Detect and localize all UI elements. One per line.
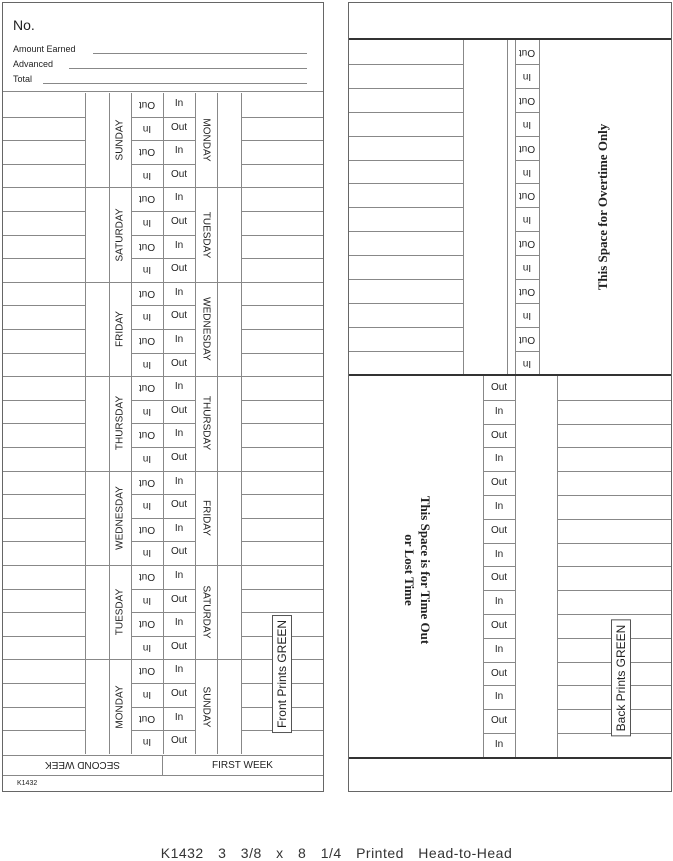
punch-label: In bbox=[174, 286, 184, 298]
punch-label-flipped: In bbox=[142, 311, 152, 323]
punch-cell-line bbox=[515, 183, 539, 184]
overtime-punch-label: In bbox=[522, 166, 532, 178]
punch-cell-line bbox=[483, 614, 515, 615]
grid-column-line bbox=[515, 376, 516, 757]
overtime-punch-label: In bbox=[522, 309, 532, 321]
week-divider-bottom bbox=[3, 775, 323, 776]
day-label-right: WEDNESDAY bbox=[200, 297, 212, 361]
punch-cell-line bbox=[483, 709, 515, 710]
overtime-entry-line[interactable] bbox=[349, 255, 463, 256]
day-separator-line bbox=[3, 187, 323, 188]
overtime-punch-label: Out bbox=[518, 190, 536, 202]
punch-label-flipped: Out bbox=[138, 99, 156, 110]
right-entry-line[interactable] bbox=[241, 541, 323, 542]
day-separator-line bbox=[3, 376, 323, 377]
overtime-entry-line[interactable] bbox=[349, 64, 463, 65]
day-label-right: MONDAY bbox=[200, 118, 212, 162]
lost-time-punch-label: In bbox=[494, 739, 504, 750]
punch-label: In bbox=[174, 522, 184, 534]
lost-time-entry-line[interactable] bbox=[557, 519, 671, 520]
overtime-punch-label: In bbox=[522, 357, 532, 369]
left-entry-line[interactable] bbox=[3, 541, 85, 542]
second-week-label: SECOND WEEK bbox=[45, 759, 121, 770]
punch-label: In bbox=[174, 475, 184, 487]
lost-time-title-line1: This Space is for Time Out bbox=[418, 495, 433, 645]
punch-label-flipped: Out bbox=[138, 618, 156, 630]
punch-label-flipped: Out bbox=[138, 287, 156, 299]
punch-label: Out bbox=[170, 688, 188, 699]
day-label-right: FRIDAY bbox=[200, 499, 212, 536]
lost-time-entry-line[interactable] bbox=[557, 447, 671, 448]
punch-cell-line bbox=[131, 400, 195, 401]
right-entry-line[interactable] bbox=[241, 447, 323, 448]
punch-label: Out bbox=[170, 404, 188, 416]
punch-cell-line bbox=[483, 400, 515, 401]
punch-cell-line bbox=[131, 117, 195, 118]
punch-label: In bbox=[174, 570, 184, 581]
left-entry-line[interactable] bbox=[3, 683, 85, 684]
punch-cell-line bbox=[131, 683, 195, 684]
overtime-entry-line[interactable] bbox=[349, 303, 463, 304]
punch-label: In bbox=[174, 711, 184, 723]
overtime-punch-label: In bbox=[522, 70, 532, 82]
punch-cell-line bbox=[515, 136, 539, 137]
overtime-entry-line[interactable] bbox=[349, 112, 463, 113]
overtime-entry-line[interactable] bbox=[349, 351, 463, 352]
punch-cell-line bbox=[515, 279, 539, 280]
punch-label-flipped: Out bbox=[138, 712, 156, 724]
total-line[interactable] bbox=[43, 83, 307, 84]
day-label-right: SUNDAY bbox=[200, 686, 212, 728]
footer-code: K1432 bbox=[160, 845, 204, 861]
lost-time-punch-label: Out bbox=[490, 572, 508, 584]
overtime-punch-label: In bbox=[522, 262, 532, 274]
left-entry-line[interactable] bbox=[3, 235, 85, 236]
left-entry-line[interactable] bbox=[3, 329, 85, 330]
grid-column-line bbox=[217, 93, 218, 754]
punch-label-flipped: In bbox=[142, 264, 152, 276]
punch-label: Out bbox=[170, 121, 188, 133]
page-footer bbox=[0, 845, 673, 861]
punch-cell-line bbox=[483, 685, 515, 686]
punch-label-flipped: Out bbox=[138, 382, 156, 394]
lost-time-entry-line[interactable] bbox=[557, 471, 671, 472]
punch-cell-line bbox=[131, 707, 195, 708]
punch-label: Out bbox=[170, 735, 188, 747]
lost-time-entry-line[interactable] bbox=[557, 543, 671, 544]
footer-print-mode: Printed Head-to-Head bbox=[356, 845, 513, 861]
advanced-label: Advanced bbox=[13, 59, 54, 69]
punch-label-flipped: In bbox=[142, 594, 152, 606]
lost-time-entry-line[interactable] bbox=[557, 424, 671, 425]
punch-cell-line bbox=[483, 733, 515, 734]
grid-column-line bbox=[507, 40, 508, 375]
punch-label: Out bbox=[170, 263, 188, 275]
lost-time-punch-label: Out bbox=[490, 667, 508, 679]
grid-column-line bbox=[109, 93, 110, 754]
punch-cell-line bbox=[515, 303, 539, 304]
day-separator-line bbox=[3, 282, 323, 283]
number-label: No. bbox=[13, 17, 35, 33]
footer-size: 3 3/8 x 8 1/4 bbox=[218, 845, 342, 861]
punch-label: Out bbox=[170, 546, 188, 558]
punch-label-flipped: In bbox=[142, 547, 152, 559]
punch-cell-line bbox=[131, 636, 195, 637]
amount-earned-line[interactable] bbox=[93, 53, 307, 54]
overtime-entry-line[interactable] bbox=[349, 231, 463, 232]
back-top-divider bbox=[349, 38, 671, 40]
left-entry-line[interactable] bbox=[3, 447, 85, 448]
left-entry-line[interactable] bbox=[3, 612, 85, 613]
punch-cell-line bbox=[483, 566, 515, 567]
punch-cell-line bbox=[515, 207, 539, 208]
lost-time-title-line2: or Lost Time bbox=[402, 534, 417, 606]
right-entry-line[interactable] bbox=[241, 353, 323, 354]
punch-cell-line bbox=[131, 447, 195, 448]
punch-label-flipped: In bbox=[142, 500, 152, 512]
right-entry-line[interactable] bbox=[241, 518, 323, 519]
punch-label: In bbox=[174, 98, 184, 109]
punch-label: Out bbox=[170, 310, 188, 322]
back-card bbox=[348, 2, 672, 792]
overtime-punch-label: Out bbox=[518, 238, 536, 250]
punch-cell-line bbox=[131, 211, 195, 212]
punch-cell-line bbox=[483, 543, 515, 544]
right-entry-line[interactable] bbox=[241, 235, 323, 236]
day-label-left: THURSDAY bbox=[114, 396, 126, 451]
left-entry-line[interactable] bbox=[3, 589, 85, 590]
punch-label-flipped: Out bbox=[138, 335, 156, 346]
lost-time-punch-label: In bbox=[494, 453, 504, 465]
punch-cell-line bbox=[515, 255, 539, 256]
punch-label: In bbox=[174, 192, 184, 204]
overtime-punch-label: Out bbox=[518, 142, 536, 154]
punch-label: In bbox=[174, 145, 184, 157]
punch-label: In bbox=[174, 334, 184, 345]
overtime-punch-label: Out bbox=[518, 333, 536, 345]
right-entry-line[interactable] bbox=[241, 164, 323, 165]
back-prints-note: Back Prints GREEN bbox=[611, 620, 631, 737]
punch-label: Out bbox=[170, 357, 188, 369]
punch-cell-line bbox=[131, 730, 195, 731]
week-divider-top bbox=[3, 755, 323, 756]
punch-label-flipped: In bbox=[142, 122, 152, 134]
day-label-left: SUNDAY bbox=[114, 119, 126, 161]
right-entry-line[interactable] bbox=[241, 117, 323, 118]
punch-cell-line bbox=[515, 88, 539, 89]
punch-label-flipped: Out bbox=[138, 571, 156, 582]
lost-time-punch-label: Out bbox=[490, 429, 508, 441]
overtime-entry-line[interactable] bbox=[349, 136, 463, 137]
grid-column-line bbox=[195, 93, 196, 754]
header-divider bbox=[3, 91, 323, 92]
punch-cell-line bbox=[515, 327, 539, 328]
punch-label-flipped: In bbox=[142, 641, 152, 653]
amount-earned-label: Amount Earned bbox=[13, 44, 76, 54]
punch-label-flipped: In bbox=[142, 405, 152, 417]
punch-cell-line bbox=[131, 541, 195, 542]
lost-time-punch-label: In bbox=[494, 596, 504, 608]
left-entry-line[interactable] bbox=[3, 518, 85, 519]
punch-label-flipped: In bbox=[142, 453, 152, 464]
overtime-punch-label: In bbox=[522, 214, 532, 226]
overtime-punch-label: Out bbox=[518, 94, 536, 106]
punch-label: Out bbox=[170, 640, 188, 652]
lost-time-punch-label: Out bbox=[490, 382, 508, 393]
punch-label: Out bbox=[170, 216, 188, 227]
punch-label: In bbox=[174, 617, 184, 629]
right-entry-line[interactable] bbox=[241, 305, 323, 306]
punch-cell-line bbox=[483, 519, 515, 520]
right-entry-line[interactable] bbox=[241, 494, 323, 495]
punch-label: Out bbox=[170, 499, 188, 511]
right-entry-line[interactable] bbox=[241, 258, 323, 259]
right-entry-line[interactable] bbox=[241, 423, 323, 424]
punch-label-flipped: Out bbox=[138, 240, 156, 252]
day-separator-line bbox=[3, 471, 323, 472]
day-label-left: FRIDAY bbox=[114, 311, 126, 347]
punch-cell-line bbox=[131, 494, 195, 495]
left-entry-line[interactable] bbox=[3, 423, 85, 424]
left-entry-line[interactable] bbox=[3, 117, 85, 118]
lost-time-punch-label: Out bbox=[490, 620, 508, 631]
lost-time-entry-line[interactable] bbox=[557, 400, 671, 401]
left-entry-line[interactable] bbox=[3, 164, 85, 165]
lost-time-punch-label: In bbox=[494, 548, 504, 560]
day-label-right: THURSDAY bbox=[200, 396, 212, 451]
overtime-entry-line[interactable] bbox=[349, 160, 463, 161]
punch-label-flipped: Out bbox=[138, 429, 156, 441]
lost-time-punch-label: Out bbox=[490, 524, 508, 536]
punch-label-flipped: In bbox=[142, 217, 152, 228]
day-label-left: WEDNESDAY bbox=[114, 485, 126, 550]
form-code-label: K1432 bbox=[17, 780, 38, 787]
punch-cell-line bbox=[483, 638, 515, 639]
day-separator-line bbox=[3, 565, 323, 566]
lost-time-punch-label: Out bbox=[490, 715, 508, 727]
punch-cell-line bbox=[515, 64, 539, 65]
punch-cell-line bbox=[515, 351, 539, 352]
total-label: Total bbox=[13, 74, 33, 84]
right-entry-line[interactable] bbox=[241, 589, 323, 590]
lost-time-entry-line[interactable] bbox=[557, 495, 671, 496]
punch-cell-line bbox=[131, 589, 195, 590]
punch-cell-line bbox=[131, 423, 195, 424]
punch-cell-line bbox=[515, 112, 539, 113]
punch-cell-line bbox=[483, 447, 515, 448]
overtime-punch-label: Out bbox=[518, 286, 536, 297]
right-entry-line[interactable] bbox=[241, 400, 323, 401]
lost-time-entry-line[interactable] bbox=[557, 614, 671, 615]
punch-cell-line bbox=[131, 235, 195, 236]
left-entry-line[interactable] bbox=[3, 494, 85, 495]
overtime-title: This Space for Overtime Only bbox=[595, 123, 610, 291]
punch-label: Out bbox=[170, 168, 188, 180]
punch-label-flipped: In bbox=[142, 358, 152, 370]
day-label-left: SATURDAY bbox=[114, 208, 126, 262]
punch-label-flipped: In bbox=[142, 169, 152, 181]
left-entry-line[interactable] bbox=[3, 305, 85, 306]
overtime-entry-line[interactable] bbox=[349, 327, 463, 328]
punch-label-flipped: In bbox=[142, 689, 152, 700]
punch-cell-line bbox=[483, 662, 515, 663]
left-entry-line[interactable] bbox=[3, 353, 85, 354]
left-entry-line[interactable] bbox=[3, 140, 85, 141]
punch-label: In bbox=[174, 428, 184, 440]
right-entry-line[interactable] bbox=[241, 140, 323, 141]
punch-label-flipped: Out bbox=[138, 146, 156, 158]
day-label-left: MONDAY bbox=[114, 685, 126, 729]
day-label-right: SATURDAY bbox=[200, 585, 212, 639]
grid-column-line bbox=[463, 40, 464, 375]
punch-cell-line bbox=[483, 590, 515, 591]
punch-label: In bbox=[174, 239, 184, 251]
grid-column-line bbox=[539, 40, 540, 375]
back-bottom-divider bbox=[349, 757, 671, 759]
back-middle-divider bbox=[349, 374, 671, 376]
punch-cell-line bbox=[131, 353, 195, 354]
first-week-label: FIRST WEEK bbox=[212, 760, 273, 771]
punch-cell-line bbox=[131, 164, 195, 165]
punch-label: Out bbox=[170, 593, 188, 605]
punch-label-flipped: Out bbox=[138, 523, 156, 535]
punch-cell-line bbox=[131, 140, 195, 141]
punch-cell-line bbox=[131, 305, 195, 306]
left-entry-line[interactable] bbox=[3, 707, 85, 708]
punch-label-flipped: Out bbox=[138, 665, 156, 677]
lost-time-entry-line[interactable] bbox=[557, 566, 671, 567]
punch-cell-line bbox=[131, 518, 195, 519]
front-prints-note: Front Prints GREEN bbox=[272, 615, 292, 733]
left-entry-line[interactable] bbox=[3, 636, 85, 637]
right-entry-line[interactable] bbox=[241, 329, 323, 330]
overtime-entry-line[interactable] bbox=[349, 183, 463, 184]
front-card bbox=[2, 2, 324, 792]
lost-time-entry-line[interactable] bbox=[557, 590, 671, 591]
lost-time-punch-label: In bbox=[494, 501, 504, 512]
punch-cell-line bbox=[131, 329, 195, 330]
lost-time-punch-label: Out bbox=[490, 477, 508, 489]
left-entry-line[interactable] bbox=[3, 400, 85, 401]
overtime-entry-line[interactable] bbox=[349, 279, 463, 280]
grid-column-line bbox=[85, 93, 86, 754]
punch-cell-line bbox=[515, 231, 539, 232]
left-entry-line[interactable] bbox=[3, 730, 85, 731]
punch-cell-line bbox=[483, 424, 515, 425]
lost-time-punch-label: In bbox=[494, 405, 504, 417]
punch-cell-line bbox=[131, 258, 195, 259]
day-label-right: TUESDAY bbox=[200, 211, 212, 258]
punch-label-flipped: In bbox=[142, 736, 152, 748]
punch-label: Out bbox=[170, 452, 188, 463]
punch-label-flipped: Out bbox=[138, 193, 156, 205]
overtime-punch-label: In bbox=[522, 118, 532, 130]
lost-time-punch-label: In bbox=[494, 691, 504, 703]
punch-cell-line bbox=[131, 612, 195, 613]
punch-label-flipped: Out bbox=[138, 476, 156, 488]
left-entry-line[interactable] bbox=[3, 211, 85, 212]
right-entry-line[interactable] bbox=[241, 211, 323, 212]
punch-label: In bbox=[174, 381, 184, 393]
punch-cell-line bbox=[483, 495, 515, 496]
right-entry-line[interactable] bbox=[241, 612, 323, 613]
advanced-line[interactable] bbox=[69, 68, 307, 69]
overtime-punch-label: Out bbox=[518, 47, 536, 58]
punch-label: In bbox=[174, 664, 184, 676]
punch-cell-line bbox=[515, 160, 539, 161]
left-entry-line[interactable] bbox=[3, 258, 85, 259]
overtime-entry-line[interactable] bbox=[349, 88, 463, 89]
day-label-left: TUESDAY bbox=[114, 588, 126, 636]
overtime-entry-line[interactable] bbox=[349, 207, 463, 208]
punch-cell-line bbox=[483, 471, 515, 472]
lost-time-punch-label: In bbox=[494, 643, 504, 655]
